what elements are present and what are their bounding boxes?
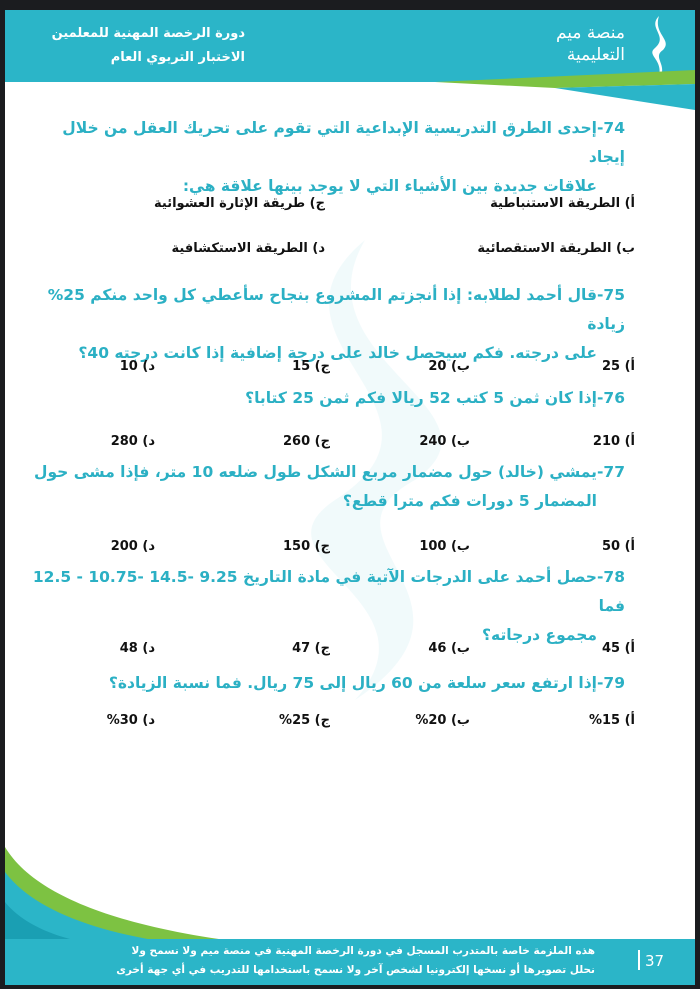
question-78 bbox=[25, 563, 625, 650]
answer-option[interactable]: ج) 47 bbox=[292, 641, 330, 656]
answer-option[interactable]: ج) 150 bbox=[283, 539, 330, 554]
course-title: دورة الرخصة المهنية للمعلمين bbox=[51, 26, 245, 41]
answer-option[interactable]: ج) 25% bbox=[279, 713, 330, 728]
brand-line2: التعليمية bbox=[566, 45, 625, 65]
footer-notice-line1: هذه الملزمة خاصة بالمتدرب المسجل في دورة الرخصة المهنية في منصة ميم ولا نسمح ولا bbox=[131, 945, 595, 957]
answer-option[interactable]: ج) طريقة الإثارة العشوائية bbox=[154, 196, 325, 211]
answer-option[interactable]: د) 10 bbox=[119, 359, 155, 374]
answer-option[interactable]: أ) 45 bbox=[601, 641, 635, 656]
question-text: 76-إذا كان ثمن 5 كتب 52 ريالا فكم ثمن 25 كتابا؟ bbox=[245, 389, 625, 407]
question-76 bbox=[25, 384, 625, 413]
document-page bbox=[5, 10, 695, 985]
exam-title: الاختبار التربوي العام bbox=[110, 50, 245, 65]
brand-line1: منصة ميم bbox=[555, 23, 625, 43]
answer-option[interactable]: ب) 100 bbox=[419, 539, 470, 554]
question-75 bbox=[25, 281, 625, 368]
answer-option[interactable]: أ) 50 bbox=[601, 539, 635, 554]
brand-name bbox=[556, 22, 625, 66]
answer-option[interactable]: أ) الطريقة الاستنباطية bbox=[490, 196, 635, 211]
question-text: 74-إحدى الطرق التدريسية الإبداعية التي تقوم على تحريك العقل من خلال إيجاد bbox=[62, 119, 625, 166]
header-accent-stripe bbox=[435, 70, 695, 110]
answer-option[interactable]: أ) 15% bbox=[588, 713, 635, 728]
question-77 bbox=[25, 458, 625, 516]
answer-option[interactable]: د) 48 bbox=[119, 641, 155, 656]
question-text-line2: علاقات جديدة بين الأشياء التي لا يوجد بينها علاقة هي: bbox=[182, 177, 597, 195]
answer-option[interactable]: أ) 25 bbox=[601, 359, 635, 374]
answer-option[interactable]: د) 200 bbox=[110, 539, 155, 554]
answer-option[interactable]: د) 280 bbox=[110, 434, 155, 449]
question-text: 75-قال أحمد لطلابه: إذا أنجزتم المشروع بنجاح سأعطي كل واحد منكم 25% زيادة bbox=[47, 286, 625, 333]
answer-option[interactable]: ج) 260 bbox=[283, 434, 330, 449]
divider bbox=[638, 950, 640, 970]
answer-option[interactable]: ب) الطريقة الاستقصائية bbox=[477, 241, 635, 256]
answer-option[interactable]: ب) 20% bbox=[415, 713, 470, 728]
question-text-line2: المضمار 5 دورات فكم مترا قطع؟ bbox=[342, 492, 597, 510]
answer-option[interactable]: ب) 240 bbox=[419, 434, 470, 449]
answer-option[interactable]: ب) 20 bbox=[428, 359, 470, 374]
answer-option[interactable]: د) 30% bbox=[106, 713, 155, 728]
page-footer bbox=[5, 939, 695, 985]
question-text: 77-يمشي (خالد) حول مضمار مربع الشكل طول ضلعه 10 متر، فإذا مشى حول bbox=[34, 463, 625, 481]
question-text-line2: على درجته. فكم سيحصل خالد على درجة إضافية إذا كانت درجته 40؟ bbox=[78, 344, 597, 362]
question-79 bbox=[25, 669, 625, 698]
question-text: 78-حصل أحمد على الدرجات الآتية في مادة التاريخ 9.25 -14.5 -10.75 - 12.5 فما bbox=[32, 568, 625, 615]
answer-option[interactable]: ج) 15 bbox=[292, 359, 330, 374]
answer-option[interactable]: ب) 46 bbox=[428, 641, 470, 656]
question-74 bbox=[25, 114, 625, 201]
question-text: 79-إذا ارتفع سعر سلعة من 60 ريال إلى 75 ريال. فما نسبة الزيادة؟ bbox=[108, 674, 625, 692]
answer-option[interactable]: د) الطريقة الاستكشافية bbox=[171, 241, 325, 256]
answer-option[interactable]: أ) 210 bbox=[592, 434, 635, 449]
page-number: 37 bbox=[645, 952, 665, 970]
question-text-line2: مجموع درجاته؟ bbox=[482, 626, 597, 644]
footer-notice-line2: نحلل تصويرها أو نسخها إلكترونيا لشخص آخر ولا نسمح باستخدامها للتدريب في أي جهة أخرى bbox=[116, 964, 595, 976]
footer-corner-decoration bbox=[5, 847, 285, 947]
